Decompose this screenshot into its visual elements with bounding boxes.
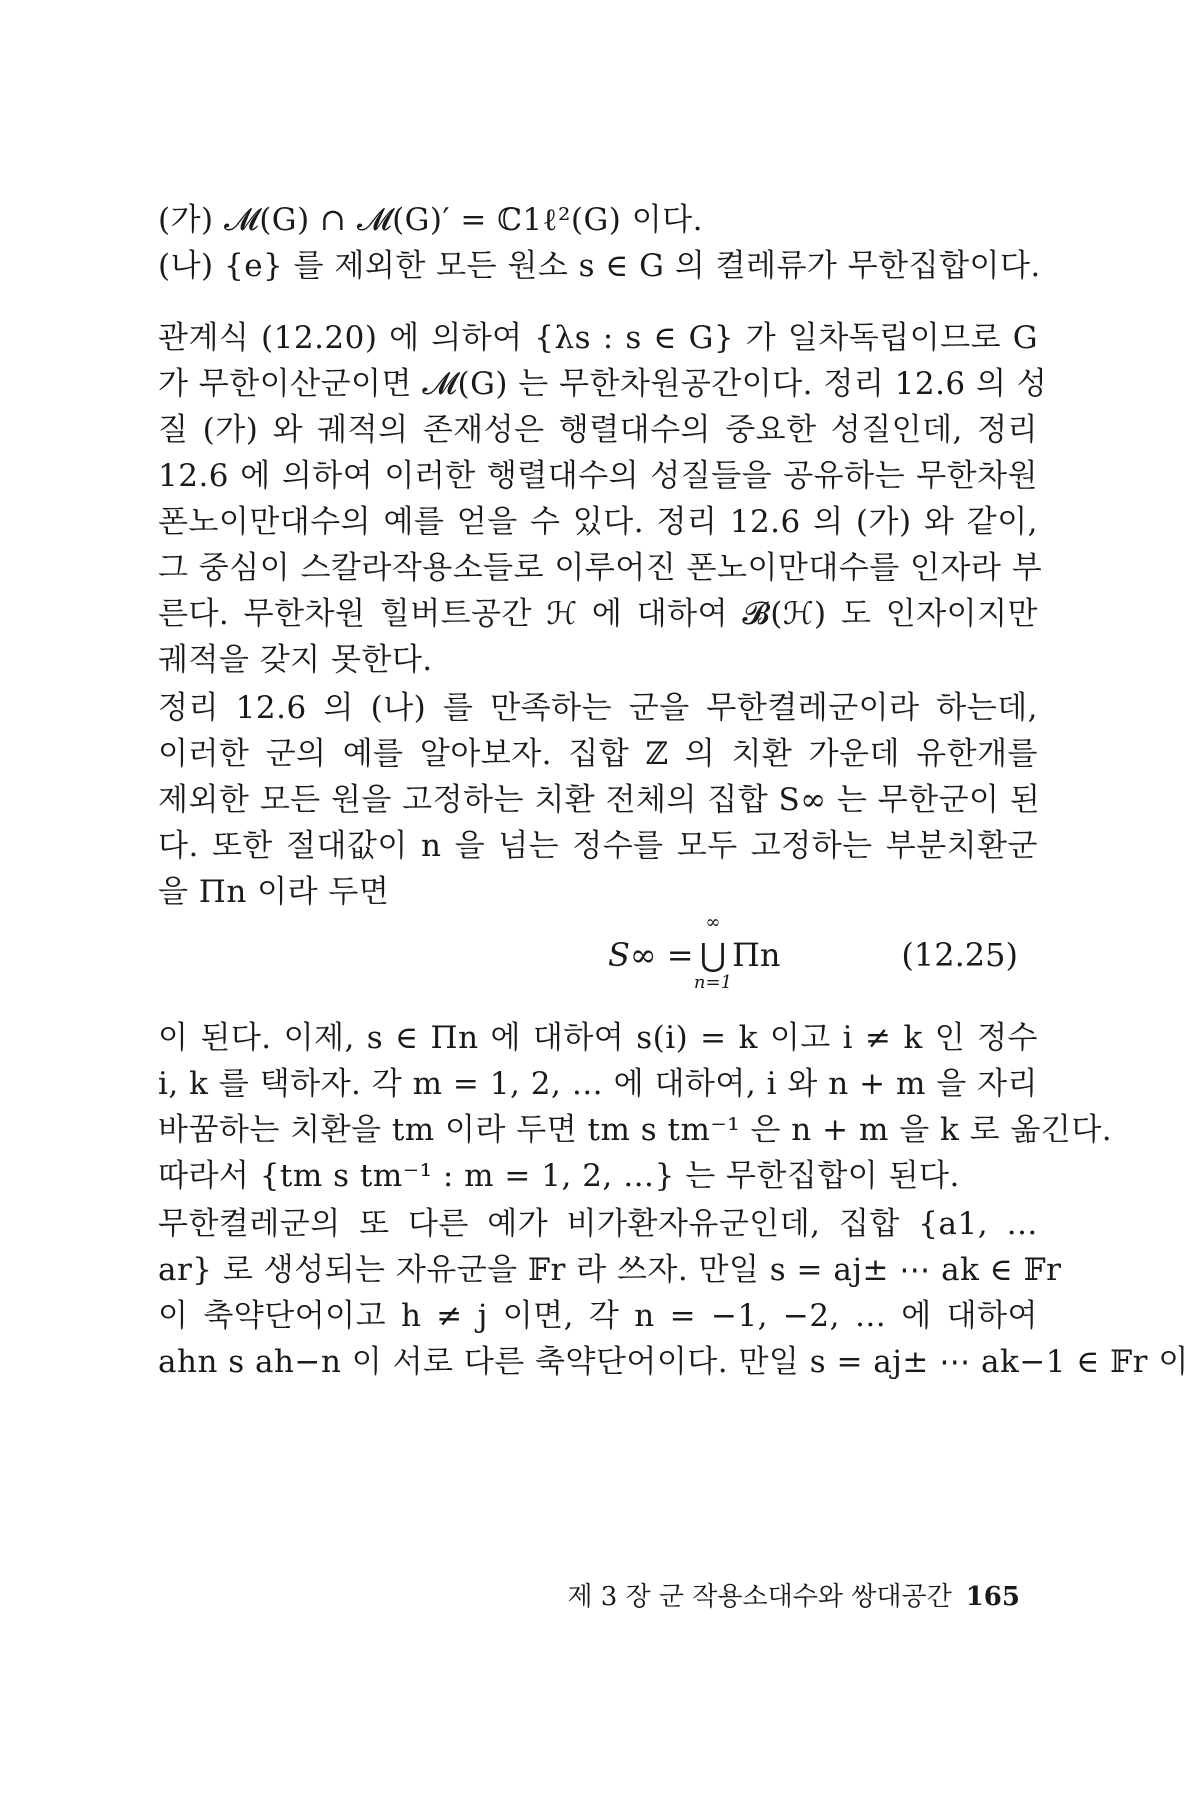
- text-line: 무한켤레군의 또 다른 예가 비가환자유군인데, 집합 {a1, …: [158, 1206, 1038, 1242]
- text-line: ar} 로 생성되는 자유군을 𝔽r 라 쓰자. 만일 s = aj± ⋯ ak ∈ 𝔽r: [158, 1252, 1062, 1288]
- text-line: 12.6 에 의하여 이러한 행렬대수의 성질들을 공유하는 무한차원: [158, 458, 1038, 494]
- text-line: 이 축약단어이고 h ≠ j 이면, 각 n = −1, −2, … 에 대하여: [158, 1298, 1038, 1334]
- text-line: 다. 또한 절대값이 n 을 넘는 정수를 모두 고정하는 부분치환군: [158, 828, 1038, 864]
- union-symbol: ⋃: [699, 936, 727, 974]
- condition-ga: (가) 𝓜(G) ∩ 𝓜(G)′ = ℂ1ℓ²(G) 이다.: [158, 202, 703, 238]
- text-line: 가 무한이산군이면 𝓜(G) 는 무한차원공간이다. 정리 12.6 의 성: [158, 366, 1048, 402]
- condition-na: (나) {e} 를 제외한 모든 원소 s ∈ G 의 켤레류가 무한집합이다.: [158, 248, 1041, 284]
- text-line: 제외한 모든 원을 고정하는 치환 전체의 집합 S∞ 는 무한군이 된: [158, 782, 1041, 818]
- text-line: 바꿈하는 치환을 tm 이라 두면 tm s tm⁻¹ 은 n + m 을 k 로 옮긴다.: [158, 1112, 1113, 1148]
- text-line: 궤적을 갖지 못한다.: [158, 642, 433, 678]
- equation-lhs: S∞ =: [608, 936, 694, 974]
- text-line: 을 Πn 이라 두면: [158, 874, 390, 910]
- text-line: 정리 12.6 의 (나) 를 만족하는 군을 무한켤레군이라 하는데,: [158, 690, 1038, 726]
- text-line: 이 된다. 이제, s ∈ Πn 에 대하여 s(i) = k 이고 i ≠ k 인 정수: [158, 1020, 1038, 1056]
- text-line: 따라서 {tm s tm⁻¹ : m = 1, 2, …} 는 무한집합이 된다.: [158, 1158, 960, 1194]
- equation-rhs: Πn: [732, 936, 781, 974]
- text-line: ahn s ah−n 이 서로 다른 축약단어이다. 만일 s = aj± ⋯ ak−1 ∈ 𝔽r 이: [158, 1344, 1189, 1380]
- equation-12-25: [158, 912, 1038, 998]
- text-line: i, k 를 택하자. 각 m = 1, 2, … 에 대하여, i 와 n + m 을 자리: [158, 1066, 1038, 1102]
- union-lower-limit: n=1: [693, 972, 733, 993]
- chapter-title: 제 3 장 군 작용소대수와 쌍대공간: [567, 1582, 952, 1612]
- text-line: 폰노이만대수의 예를 얻을 수 있다. 정리 12.6 의 (가) 와 같이,: [158, 504, 1038, 540]
- page-footer: [520, 1576, 1020, 1613]
- equation-body: [458, 912, 781, 998]
- equation-number: (12.25): [901, 936, 1018, 974]
- text-line: 른다. 무한차원 힐버트공간 ℋ 에 대하여 𝓑(ℋ) 도 인자이지만: [158, 596, 1038, 632]
- text-line: 그 중심이 스칼라작용소들로 이루어진 폰노이만대수를 인자라 부: [158, 550, 1043, 586]
- text-line: 질 (가) 와 궤적의 존재성은 행렬대수의 중요한 성질인데, 정리: [158, 412, 1038, 448]
- union-upper-limit: ∞: [705, 912, 721, 933]
- text-line: 관계식 (12.20) 에 의하여 {λs : s ∈ G} 가 일차독립이므로 G: [158, 320, 1038, 356]
- text-line: 이러한 군의 예를 알아보자. 집합 ℤ 의 치환 가운데 유한개를: [158, 736, 1038, 772]
- page-number: 165: [965, 1582, 1020, 1612]
